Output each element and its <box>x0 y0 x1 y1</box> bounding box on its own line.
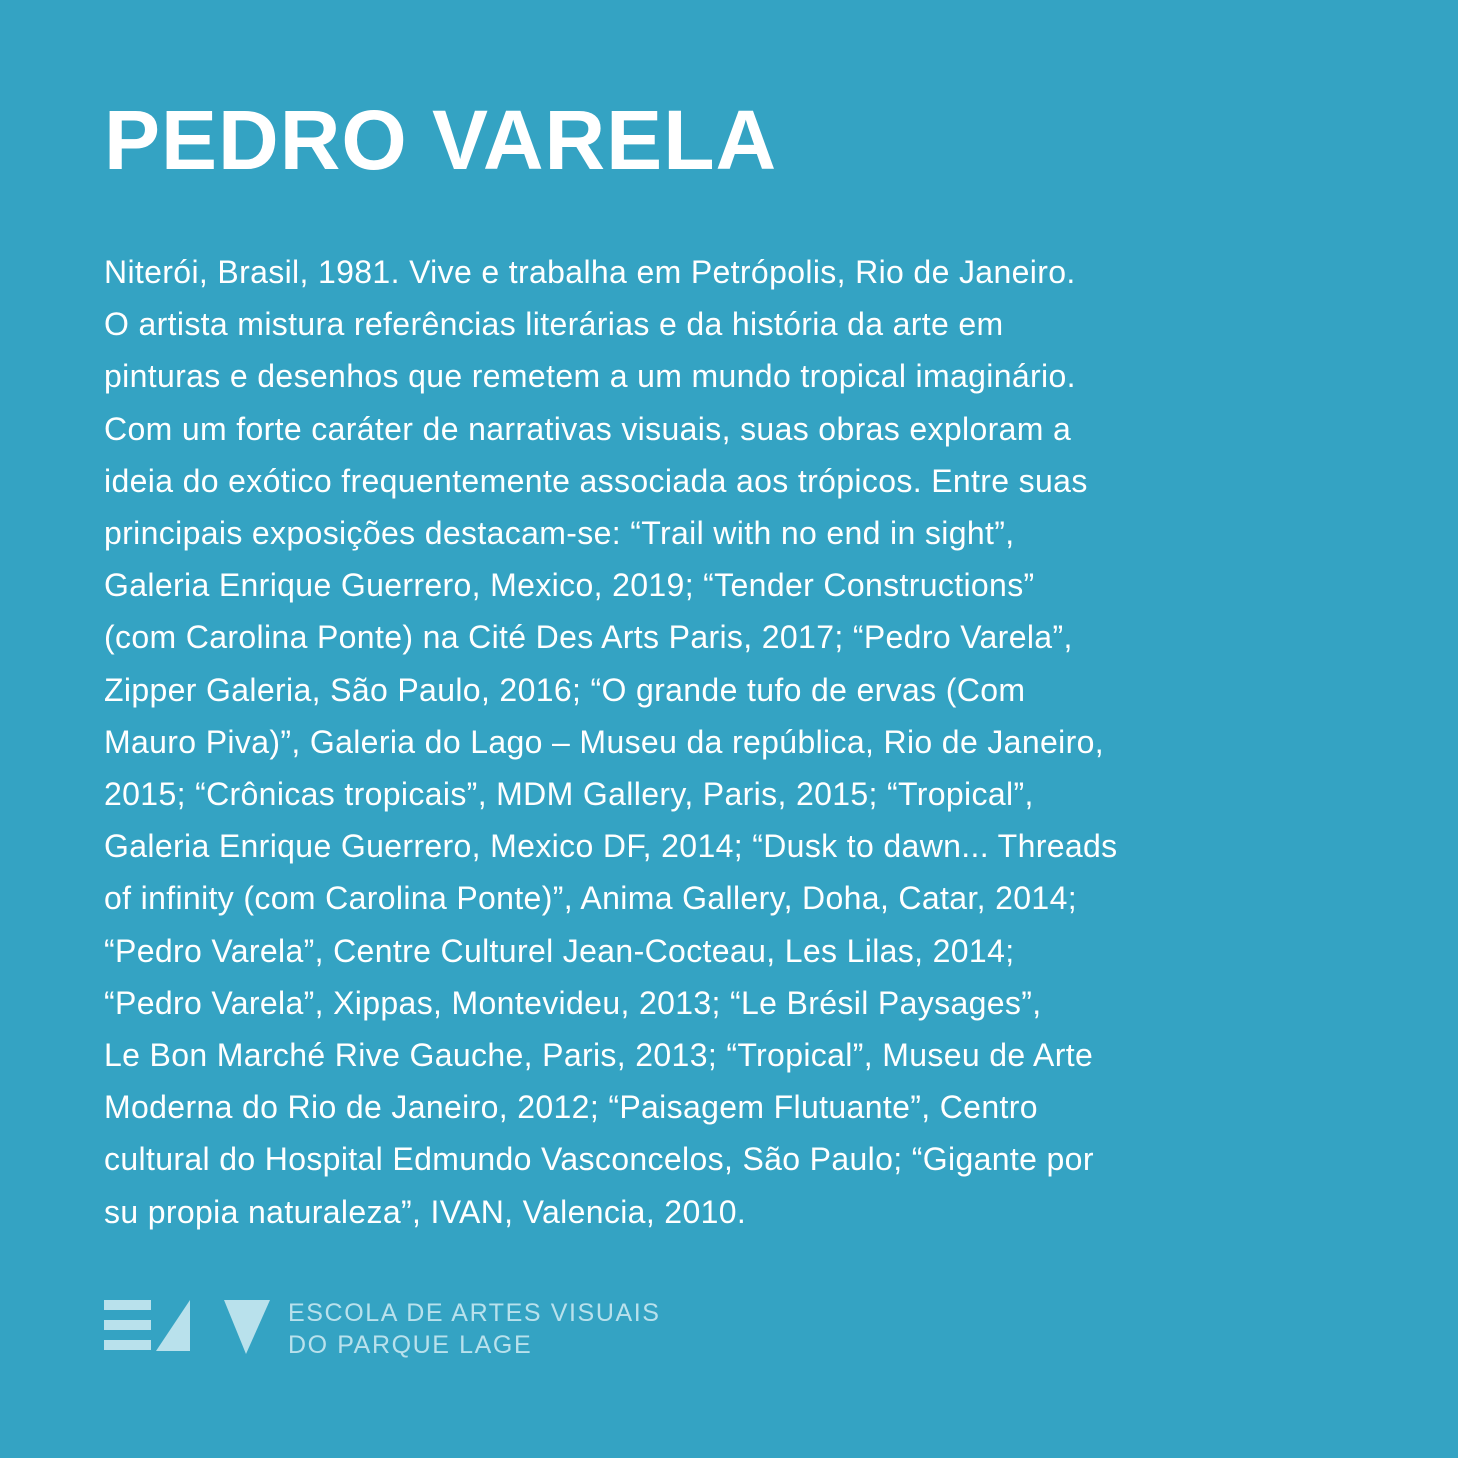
bio-line: (com Carolina Ponte) na Cité Des Arts Paris, 2017; “Pedro Varela”, <box>104 619 1073 656</box>
bio-line: ideia do exótico frequentemente associada aos trópicos. Entre suas <box>104 462 1088 499</box>
artist-name-title: PEDRO VARELA <box>104 93 778 187</box>
school-name <box>288 1297 661 1361</box>
eav-logo-icon <box>104 1300 270 1356</box>
bio-line: of infinity (com Carolina Ponte)”, Anima Gallery, Doha, Catar, 2014; <box>104 880 1077 917</box>
bio-line: O artista mistura referências literárias e da história da arte em <box>104 306 1004 343</box>
bio-line: Zipper Galeria, São Paulo, 2016; “O grande tufo de ervas (Com <box>104 671 1026 708</box>
bio-line: “Pedro Varela”, Centre Culturel Jean-Cocteau, Les Lilas, 2014; <box>104 932 1015 969</box>
artist-biography <box>104 246 1404 1238</box>
bio-line: Moderna do Rio de Janeiro, 2012; “Paisagem Flutuante”, Centro <box>104 1089 1038 1126</box>
bio-line: 2015; “Crônicas tropicais”, MDM Gallery, Paris, 2015; “Tropical”, <box>104 776 1034 813</box>
bio-line: Mauro Piva)”, Galeria do Lago – Museu da república, Rio de Janeiro, <box>104 723 1104 760</box>
bio-line: “Pedro Varela”, Xippas, Montevideu, 2013; “Le Brésil Paysages”, <box>104 984 1042 1021</box>
school-name-line: DO PARQUE LAGE <box>288 1331 533 1359</box>
bio-line: Galeria Enrique Guerrero, Mexico DF, 2014; “Dusk to dawn... Threads <box>104 828 1118 865</box>
bio-line: Niterói, Brasil, 1981. Vive e trabalha em Petrópolis, Rio de Janeiro. <box>104 254 1076 290</box>
school-footer <box>104 1299 661 1359</box>
bio-line: Le Bon Marché Rive Gauche, Paris, 2013; “Tropical”, Museu de Arte <box>104 1037 1094 1074</box>
bio-line: su propia naturaleza”, IVAN, Valencia, 2010. <box>104 1193 747 1230</box>
bio-line: principais exposições destacam-se: “Trail with no end in sight”, <box>104 515 1015 552</box>
bio-line: Galeria Enrique Guerrero, Mexico, 2019; “Tender Constructions” <box>104 567 1035 604</box>
bio-line: cultural do Hospital Edmundo Vasconcelos, São Paulo; “Gigante por <box>104 1141 1094 1178</box>
bio-line: pinturas e desenhos que remetem a um mundo tropical imaginário. <box>104 358 1076 395</box>
bio-line: Com um forte caráter de narrativas visuais, suas obras exploram a <box>104 410 1072 447</box>
school-name-line: ESCOLA DE ARTES VISUAIS <box>288 1299 661 1327</box>
